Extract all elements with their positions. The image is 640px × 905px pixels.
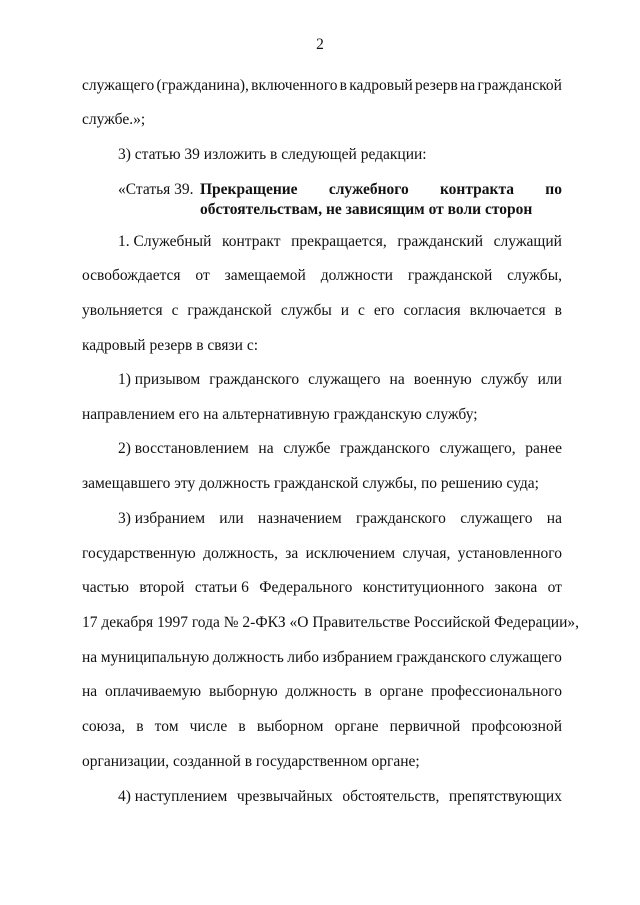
word: по — [545, 181, 562, 198]
text-line: кадровый резерв в связи с: — [82, 337, 259, 354]
word: 1) призывом — [118, 371, 201, 388]
word: Федерального — [259, 579, 353, 596]
word: препятствующих — [448, 788, 562, 805]
word: муниципальную — [100, 649, 210, 666]
word: 3) избранием — [118, 510, 205, 527]
word: от — [195, 267, 210, 284]
text-line — [82, 544, 562, 564]
word: ранее — [525, 440, 562, 457]
word: служащего — [460, 510, 533, 527]
text-line: 3) статью 39 изложить в следующей редакции: — [118, 146, 427, 163]
text-line: направлением его на альтернативную гражданскую службу; — [82, 406, 478, 423]
word: частью — [82, 579, 129, 596]
text-line — [118, 232, 562, 252]
text-line — [118, 439, 562, 459]
word: гражданского — [356, 510, 446, 527]
word: за — [285, 545, 299, 562]
word: на — [460, 77, 476, 94]
word: оплачиваемую — [104, 683, 202, 700]
word: (гражданина), — [156, 77, 249, 94]
word: в — [339, 77, 347, 94]
word: гражданского — [209, 371, 300, 388]
word: с — [358, 302, 365, 319]
text-line — [82, 578, 562, 598]
text-line — [118, 509, 562, 529]
word: должности — [320, 267, 393, 284]
word: гражданского — [396, 649, 487, 666]
word: 2) восстановлением — [118, 440, 249, 457]
word: с — [171, 302, 179, 319]
word: контракта — [439, 181, 515, 198]
text-line — [82, 682, 562, 702]
article-title-line: обстоятельствам, не зависящим от воли сторон — [200, 201, 533, 218]
word: его — [373, 302, 395, 319]
word: или — [219, 510, 244, 527]
word: контракт — [222, 233, 281, 250]
word: в — [364, 683, 372, 700]
word: включенного — [251, 77, 338, 94]
word: гражданской — [477, 77, 562, 94]
word: гражданского — [340, 440, 430, 457]
word: союза, — [82, 718, 126, 735]
word: второй — [139, 579, 185, 596]
word: службе — [283, 440, 331, 457]
word: служащего — [82, 77, 155, 94]
word: военную — [413, 371, 472, 388]
word: служащий — [493, 233, 562, 250]
word: служебного — [328, 181, 409, 198]
text-line: замещавшего эту должность гражданской службы, по решению суда; — [82, 475, 539, 492]
word: гражданский — [397, 233, 484, 250]
word: согласия — [403, 302, 461, 319]
text-line — [82, 301, 562, 321]
word: обстоятельств, — [342, 788, 440, 805]
word: избранием — [322, 649, 393, 666]
word: на — [258, 440, 274, 457]
word: выборную — [208, 683, 278, 700]
word: органе — [379, 683, 424, 700]
word: числе — [189, 718, 228, 735]
word: том — [154, 718, 179, 735]
text-line — [82, 76, 562, 96]
word: 4) наступлением — [118, 788, 228, 805]
text-line: организации, созданной в государственном органе; — [82, 753, 420, 770]
word: случая, — [402, 545, 451, 562]
text-line — [82, 613, 579, 633]
text-line — [118, 787, 562, 807]
word: в — [238, 718, 246, 735]
word: первичной — [389, 718, 461, 735]
word: профсоюзной — [471, 718, 562, 735]
word: в — [136, 718, 144, 735]
word: на — [82, 649, 98, 666]
word: и — [340, 302, 350, 319]
word: увольняется — [82, 302, 163, 319]
text-line — [82, 266, 562, 286]
word: выборном — [256, 718, 324, 735]
article-title-line — [200, 180, 562, 200]
word: на — [546, 510, 562, 527]
word: исключением — [305, 545, 396, 562]
word: закона — [494, 579, 538, 596]
text-line — [118, 370, 562, 390]
word: службы — [280, 302, 332, 319]
word: государственную — [82, 545, 196, 562]
word: или — [537, 371, 562, 388]
word: чрезвычайных — [236, 788, 333, 805]
text-line — [82, 717, 562, 737]
word: резерв — [414, 77, 458, 94]
word: должность — [285, 683, 357, 700]
word: включается — [469, 302, 546, 319]
word: органе — [334, 718, 379, 735]
word: либо — [287, 649, 319, 666]
word: должность, — [203, 545, 278, 562]
page-number: 2 — [316, 36, 324, 53]
word: от — [547, 579, 562, 596]
word: службу — [480, 371, 529, 388]
word: службы, — [507, 267, 562, 284]
word: должность — [212, 649, 284, 666]
word: замещаемой — [224, 267, 306, 284]
article-title — [200, 180, 562, 220]
word: в — [554, 302, 562, 319]
word: на — [389, 371, 405, 388]
word: установленного — [457, 545, 562, 562]
word: конституционного — [362, 579, 485, 596]
word: гражданской — [407, 267, 493, 284]
word: профессионального — [431, 683, 562, 700]
word: служащего — [308, 371, 381, 388]
word: служащего — [489, 649, 562, 666]
word: назначением — [257, 510, 342, 527]
word: кадровый — [349, 77, 413, 94]
word: 17 декабря 1997 года № 2-ФКЗ «О Правительстве Российской Федерации», — [82, 614, 579, 631]
word: статьи 6 — [194, 579, 249, 596]
word: гражданской — [187, 302, 272, 319]
article-number: «Статья 39. — [118, 181, 194, 198]
word: Прекращение — [200, 181, 298, 198]
text-line: службе.»; — [82, 111, 146, 128]
word: 1. Служебный — [118, 233, 212, 250]
word: служащего, — [439, 440, 516, 457]
word: на — [82, 683, 98, 700]
text-line — [82, 648, 562, 668]
word: освобождается — [82, 267, 181, 284]
word: прекращается, — [291, 233, 387, 250]
